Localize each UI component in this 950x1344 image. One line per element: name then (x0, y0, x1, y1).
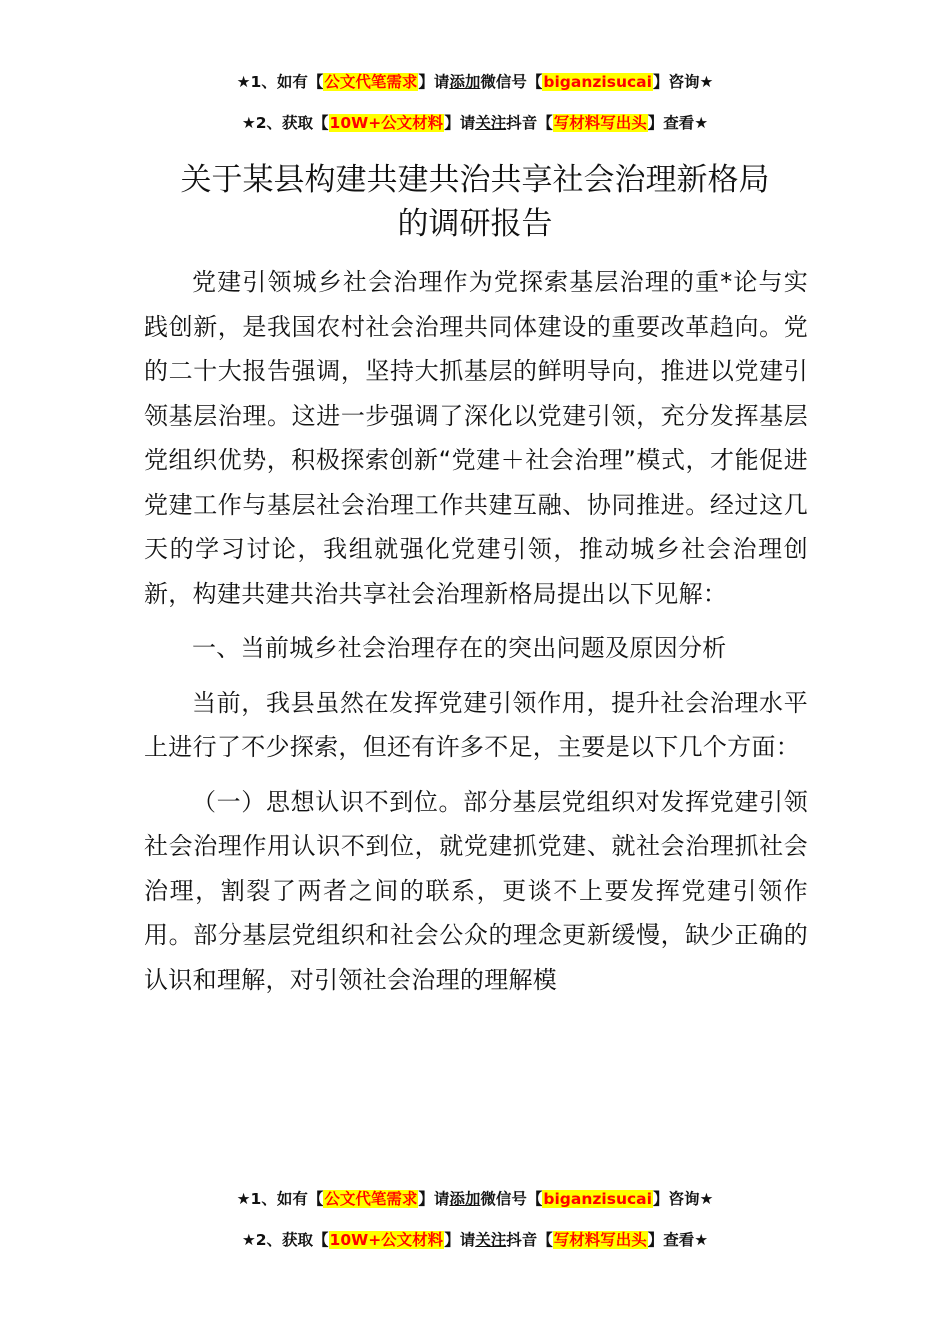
star-icon: ★ (241, 114, 256, 132)
footer-banner-line2: ★2、获取【10W+公文材料】请关注抖音【写材料写出头】查看★ (241, 1231, 709, 1249)
highlight-douyin: 写材料写出头 (553, 114, 647, 132)
highlight-materials: 10W+公文材料 (329, 114, 444, 132)
highlight-wechat-id: biganzisucai (543, 73, 652, 91)
header-banner-line2: ★2、获取【10W+公文材料】请关注抖音【写材料写出头】查看★ (241, 114, 709, 132)
footer-banner-line1: ★1、如有【公文代笔需求】请添加微信号【biganzisucai】咨询★ (236, 1190, 714, 1208)
highlight-service: 公文代笔需求 (324, 1190, 418, 1208)
document-title (0, 158, 950, 246)
title-line-1: 关于某县构建共建共治共享社会治理新格局 (180, 162, 770, 198)
document-body (144, 260, 808, 1002)
paragraph-current: 当前，我县虽然在发挥党建引领作用，提升社会治理水平上进行了不少探索，但还有许多不足，主要是以下几个方面： (144, 688, 808, 761)
highlight-service: 公文代笔需求 (324, 73, 418, 91)
header-banner-line1: ★1、如有【公文代笔需求】请添加微信号【biganzisucai】咨询★ (236, 73, 714, 91)
section-heading: 一、当前城乡社会治理存在的突出问题及原因分析 (192, 634, 727, 662)
highlight-materials: 10W+公文材料 (329, 1231, 444, 1249)
paragraph-intro: 党建引领城乡社会治理作为党探索基层治理的重*论与实践创新，是我国农村社会治理共同体建设的重要改革趋向。党的二十大报告强调，坚持大抓基层的鲜明导向，推进以党建引领基层治理。这进一步强调了深化以党建引领，充分发挥基层党组织优势，积极探索创新“党建＋社会治理”模式，才能促进党建工作与基层社会治理工作共建互融、协同推进。经过这几天的学习讨论，我组就强化党建引领，推动城乡社会治理创新，构建共建共治共享社会治理新格局提出以下见解： (144, 268, 808, 608)
highlight-wechat-id: biganzisucai (543, 1190, 652, 1208)
star-icon: ★ (241, 1231, 256, 1249)
title-line-2: 的调研报告 (397, 206, 553, 242)
star-icon: ★ (236, 73, 251, 91)
highlight-douyin: 写材料写出头 (553, 1231, 647, 1249)
paragraph-point-1: （一）思想认识不到位。部分基层党组织对发挥党建引领社会治理作用认识不到位，就党建抓党建、就社会治理抓社会治理，割裂了两者之间的联系，更谈不上要发挥党建引领作用。部分基层党组织和社会公众的理念更新缓慢，缺少正确的认识和理解，对引领社会治理的理解模 (144, 787, 808, 994)
star-icon: ★ (236, 1190, 251, 1208)
